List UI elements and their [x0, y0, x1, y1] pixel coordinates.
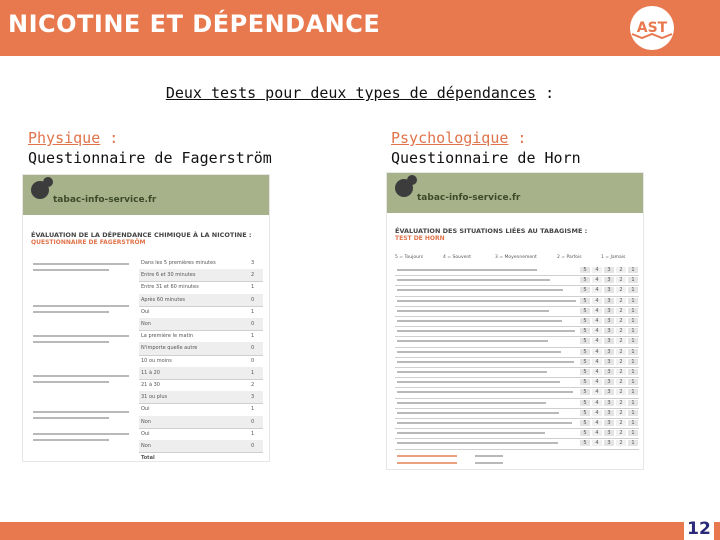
score-cell: 1 [628, 420, 638, 426]
score-cell: 2 [616, 400, 626, 406]
row-divider [395, 367, 639, 368]
score-cell: 1 [628, 359, 638, 365]
page-number: 12 [684, 518, 714, 540]
score-cell: 5 [580, 379, 590, 385]
scale-legend: 3 = Moyennement [495, 255, 537, 260]
legend-text-line [475, 455, 503, 457]
score-cell: 4 [592, 389, 602, 395]
score-cell: 2 [616, 410, 626, 416]
score-cell: 4 [592, 308, 602, 314]
score-cell: 1 [628, 400, 638, 406]
doc-site: tabac-info-service.fr [417, 193, 521, 203]
answer-label: 11 à 20 [141, 369, 160, 376]
legend-text-line [475, 469, 503, 470]
question-text-line [33, 311, 109, 313]
score-cell: 1 [628, 440, 638, 446]
ast-logo-icon [620, 0, 680, 56]
left-questionnaire: Questionnaire de Fagerström [28, 149, 272, 167]
score-cell: 5 [580, 349, 590, 355]
item-text-line [397, 351, 561, 353]
score-cell: 4 [592, 328, 602, 334]
answer-score: 1 [251, 406, 255, 413]
row-divider [395, 357, 639, 358]
row-divider [395, 408, 639, 409]
score-cell: 3 [604, 267, 614, 273]
answer-label: Après 60 minutes [141, 296, 186, 303]
answer-label: Non [141, 443, 151, 449]
score-cell: 5 [580, 298, 590, 304]
score-cell: 5 [580, 369, 590, 375]
right-questionnaire: Questionnaire de Horn [391, 149, 581, 167]
score-cell: 2 [616, 359, 626, 365]
row-divider [395, 347, 639, 348]
scale-legend: 4 = Souvent [443, 255, 472, 260]
score-cell: 2 [616, 298, 626, 304]
answer-label: Dans les 5 premières minutes [141, 260, 216, 266]
row-divider [395, 387, 639, 388]
table-row-band [139, 440, 263, 452]
item-text-line [397, 412, 559, 414]
score-cell: 1 [628, 379, 638, 385]
title-banner [0, 0, 720, 56]
score-cell: 4 [592, 298, 602, 304]
item-text-line [397, 391, 573, 393]
horn-document [386, 172, 644, 470]
score-cell: 2 [616, 389, 626, 395]
score-cell: 5 [580, 338, 590, 344]
score-cell: 4 [592, 359, 602, 365]
score-cell: 4 [592, 400, 602, 406]
doc-subtitle: QUESTIONNAIRE DE FAGERSTRÖM [31, 239, 146, 246]
item-text-line [397, 330, 575, 332]
score-cell: 3 [604, 420, 614, 426]
item-text-line [397, 402, 546, 404]
answer-label: 31 ou plus [141, 394, 168, 401]
item-text-line [397, 300, 576, 302]
score-cell: 2 [616, 267, 626, 273]
item-text-line [397, 371, 547, 373]
score-cell: 1 [628, 277, 638, 283]
answer-label: Non [141, 418, 151, 425]
answer-score: 1 [251, 284, 255, 291]
item-text-line [397, 310, 549, 312]
table-row-band [139, 318, 263, 330]
row-divider [139, 355, 263, 356]
item-text-line [397, 361, 574, 363]
answer-score: 0 [251, 357, 255, 364]
answer-label: 21 à 30 [141, 382, 160, 388]
doc-subtitle: TEST DE HORN [395, 235, 445, 242]
score-cell: 4 [592, 420, 602, 426]
doc-title: ÉVALUATION DES SITUATIONS LIÉES AU TABAGISME : [395, 227, 588, 235]
score-cell: 2 [616, 328, 626, 334]
score-cell: 2 [616, 287, 626, 293]
right-heading: Psychologique : Questionnaire de Horn [391, 129, 581, 167]
doc-site: tabac-info-service.fr [53, 195, 157, 205]
score-cell: 3 [604, 287, 614, 293]
speech-bubble-small-icon [43, 177, 53, 187]
left-category: Physique [28, 129, 101, 147]
score-cell: 1 [628, 430, 638, 436]
score-cell: 4 [592, 287, 602, 293]
row-divider [395, 438, 639, 439]
score-cell: 3 [604, 440, 614, 446]
score-cell: 3 [604, 338, 614, 344]
score-cell: 2 [616, 430, 626, 436]
left-heading: Physique : Questionnaire de Fagerström [28, 129, 272, 167]
item-text-line [397, 381, 560, 383]
scale-legend: 5 = Toujours [395, 255, 424, 260]
row-divider [395, 377, 639, 378]
score-cell: 1 [628, 298, 638, 304]
score-cell: 2 [616, 338, 626, 344]
row-divider [139, 281, 263, 282]
row-divider [139, 452, 263, 453]
answer-score: 1 [251, 369, 255, 376]
footer-bar [0, 522, 720, 540]
answer-score: 0 [251, 296, 255, 303]
question-text-line [33, 341, 109, 343]
scale-legend: 2 = Parfois [557, 255, 582, 260]
score-cell: 3 [604, 298, 614, 304]
score-cell: 5 [580, 389, 590, 395]
item-text-line [397, 289, 563, 291]
answer-score: 0 [251, 418, 255, 425]
question-text-line [33, 269, 109, 271]
doc-title: ÉVALUATION DE LA DÉPENDANCE CHIMIQUE À LA NICOTINE : [31, 231, 252, 239]
answer-score: 1 [251, 430, 255, 437]
table-row-band [139, 416, 263, 428]
question-text-line [33, 335, 129, 337]
question-text-line [33, 417, 109, 419]
question-text-line [33, 305, 129, 307]
score-cell: 5 [580, 328, 590, 334]
score-cell: 5 [580, 267, 590, 273]
legend-text-line [397, 455, 457, 457]
score-cell: 2 [616, 369, 626, 375]
score-cell: 1 [628, 369, 638, 375]
answer-score: 3 [251, 394, 255, 401]
score-cell: 3 [604, 430, 614, 436]
item-text-line [397, 432, 545, 434]
answer-label: 10 ou moins [141, 357, 172, 364]
score-cell: 5 [580, 308, 590, 314]
score-cell: 2 [616, 379, 626, 385]
question-text-line [33, 263, 129, 265]
score-cell: 3 [604, 308, 614, 314]
row-divider [395, 275, 639, 276]
score-cell: 4 [592, 430, 602, 436]
score-cell: 1 [628, 410, 638, 416]
score-cell: 3 [604, 318, 614, 324]
answer-label: Non [141, 321, 151, 327]
score-cell: 2 [616, 440, 626, 446]
score-cell: 5 [580, 430, 590, 436]
item-text-line [397, 320, 562, 322]
score-cell: 4 [592, 338, 602, 344]
answer-score: 1 [251, 333, 255, 340]
legend-text-line [397, 469, 457, 470]
answer-score: 0 [251, 443, 255, 449]
answer-label: Oui [141, 406, 150, 413]
score-cell: 1 [628, 349, 638, 355]
answer-score: 3 [251, 260, 255, 266]
answer-label: Entre 31 et 60 minutes [141, 284, 199, 291]
score-cell: 5 [580, 318, 590, 324]
row-divider [395, 418, 639, 419]
score-cell: 4 [592, 349, 602, 355]
question-text-line [33, 381, 109, 383]
score-cell: 3 [604, 359, 614, 365]
score-cell: 5 [580, 287, 590, 293]
scale-legend: 1 = Jamais [601, 255, 626, 260]
row-divider [395, 285, 639, 286]
score-cell: 2 [616, 308, 626, 314]
question-text-line [33, 439, 109, 441]
score-cell: 1 [628, 318, 638, 324]
score-cell: 4 [592, 318, 602, 324]
right-category: Psychologique [391, 129, 509, 147]
row-divider [395, 326, 639, 327]
question-text-line [33, 411, 129, 413]
question-text-line [33, 375, 129, 377]
score-cell: 4 [592, 440, 602, 446]
item-text-line [397, 269, 537, 271]
answer-label: N'importe quelle autre [141, 345, 198, 352]
item-text-line [397, 442, 558, 444]
score-cell: 5 [580, 440, 590, 446]
row-divider [139, 403, 263, 404]
score-cell: 3 [604, 389, 614, 395]
row-divider [395, 306, 639, 307]
score-cell: 1 [628, 308, 638, 314]
score-cell: 2 [616, 349, 626, 355]
row-divider [395, 428, 639, 429]
item-text-line [397, 279, 550, 281]
row-divider [395, 316, 639, 317]
answer-score: 0 [251, 345, 255, 352]
slide-title: NICOTINE ET DÉPENDANCE [8, 10, 381, 38]
item-text-line [397, 422, 572, 424]
row-divider [139, 379, 263, 380]
score-cell: 5 [580, 410, 590, 416]
item-text-line [397, 340, 548, 342]
row-divider [139, 306, 263, 307]
score-cell: 3 [604, 277, 614, 283]
legend-text-line [397, 462, 457, 464]
speech-bubble-small-icon [407, 175, 417, 185]
score-cell: 4 [592, 410, 602, 416]
score-cell: 1 [628, 328, 638, 334]
score-cell: 1 [628, 389, 638, 395]
score-cell: 4 [592, 267, 602, 273]
score-cell: 2 [616, 277, 626, 283]
score-cell: 5 [580, 277, 590, 283]
row-divider [139, 330, 263, 331]
answer-score: 2 [251, 382, 255, 388]
score-cell: 4 [592, 277, 602, 283]
score-cell: 3 [604, 328, 614, 334]
answer-score: 0 [251, 321, 255, 327]
score-cell: 3 [604, 410, 614, 416]
row-divider [395, 398, 639, 399]
answer-label: Entre 6 et 30 minutes [141, 272, 196, 279]
question-text-line [33, 433, 129, 435]
row-divider [395, 449, 639, 450]
score-cell: 1 [628, 338, 638, 344]
answer-label: La première le matin [141, 333, 194, 340]
row-divider [139, 428, 263, 429]
score-cell: 4 [592, 369, 602, 375]
answer-label: Total [141, 455, 155, 462]
score-cell: 1 [628, 267, 638, 273]
score-cell: 2 [616, 318, 626, 324]
score-cell: 5 [580, 400, 590, 406]
score-cell: 5 [580, 420, 590, 426]
fagerstrom-document [22, 174, 270, 462]
answer-label: Oui [141, 308, 150, 315]
logo-text: AST [636, 20, 668, 36]
legend-text-line [475, 462, 503, 464]
score-cell: 3 [604, 369, 614, 375]
score-cell: 3 [604, 400, 614, 406]
score-cell: 4 [592, 379, 602, 385]
score-cell: 3 [604, 349, 614, 355]
answer-score: 2 [251, 272, 255, 279]
slide-subtitle: Deux tests pour deux types de dépendances : [165, 84, 555, 102]
score-cell: 3 [604, 379, 614, 385]
score-cell: 5 [580, 359, 590, 365]
score-cell: 2 [616, 420, 626, 426]
row-divider [395, 296, 639, 297]
row-divider [395, 336, 639, 337]
score-cell: 1 [628, 287, 638, 293]
answer-score: 1 [251, 308, 255, 315]
answer-label: Oui [141, 430, 150, 437]
